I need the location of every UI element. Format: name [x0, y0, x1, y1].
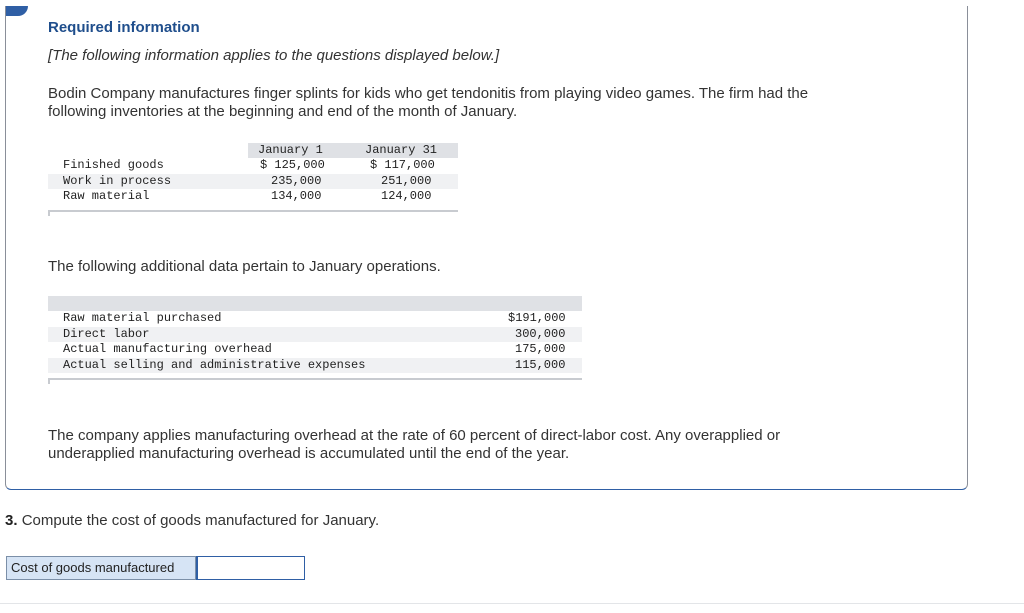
- row-value: 175,000: [515, 342, 566, 356]
- row-jan31: 251,000: [381, 173, 432, 188]
- operations-table-bottom-rule: [48, 378, 582, 384]
- row-jan1: 235,000: [271, 173, 322, 188]
- row-jan31: 124,000: [381, 189, 432, 203]
- question-text: Compute the cost of goods manufactured for January.: [21, 512, 380, 529]
- row-jan1: $ 125,000: [260, 158, 325, 172]
- inventory-table-bottom-rule: [48, 210, 458, 216]
- answer-row: [6, 556, 305, 580]
- row-label: Direct labor: [63, 326, 150, 341]
- row-label: Work in process: [63, 173, 172, 188]
- policy-line-2: underapplied manufacturing overhead is accumulated until the end of the year.: [48, 445, 570, 462]
- answer-label: Cost of goods manufactured: [6, 556, 196, 580]
- operations-table: [48, 296, 582, 373]
- operations-header-bar: [48, 296, 582, 311]
- table-row: [48, 342, 582, 358]
- inventory-table: [48, 143, 458, 205]
- table-row: [48, 158, 458, 174]
- row-label: Actual selling and administrative expenses: [63, 357, 366, 372]
- row-label: Finished goods: [63, 158, 164, 172]
- additional-data-text: The following additional data pertain to January operations.: [48, 258, 441, 275]
- table-row: [48, 311, 582, 327]
- row-label: Raw material: [63, 189, 150, 203]
- question-prompt: [5, 512, 379, 529]
- cost-of-goods-manufactured-input[interactable]: [196, 556, 305, 580]
- inventory-header-row: [48, 143, 458, 158]
- row-label: Actual manufacturing overhead: [63, 342, 272, 356]
- panel-corner-marker: [6, 6, 28, 16]
- table-row: [48, 327, 582, 343]
- table-row: [48, 174, 458, 190]
- question-number: 3.: [5, 512, 18, 529]
- required-info-title: Required information: [48, 19, 200, 36]
- row-label: Raw material purchased: [63, 311, 222, 325]
- row-jan1: 134,000: [271, 189, 322, 203]
- table-row: [48, 189, 458, 205]
- footer-divider: [0, 603, 1024, 604]
- required-info-panel: [5, 6, 968, 490]
- header-jan1: January 1: [258, 143, 323, 157]
- header-jan31: January 31: [365, 143, 438, 157]
- intro-line-1: Bodin Company manufactures finger splints for kids who get tendonitis from playing video games. The firm had the: [48, 85, 809, 102]
- row-value: 300,000: [515, 326, 566, 341]
- row-value: 115,000: [515, 357, 566, 372]
- policy-line-1: The company applies manufacturing overhead at the rate of 60 percent of direct-labor cost. Any overapplied or: [48, 427, 781, 444]
- row-value: $191,000: [508, 311, 566, 325]
- intro-line-2: following inventories at the beginning and end of the month of January.: [48, 103, 518, 120]
- table-row: [48, 358, 582, 374]
- info-note: [The following information applies to the questions displayed below.]: [48, 47, 500, 64]
- row-jan31: $ 117,000: [370, 158, 435, 172]
- overhead-policy-paragraph: [48, 427, 908, 463]
- intro-paragraph: [48, 85, 908, 121]
